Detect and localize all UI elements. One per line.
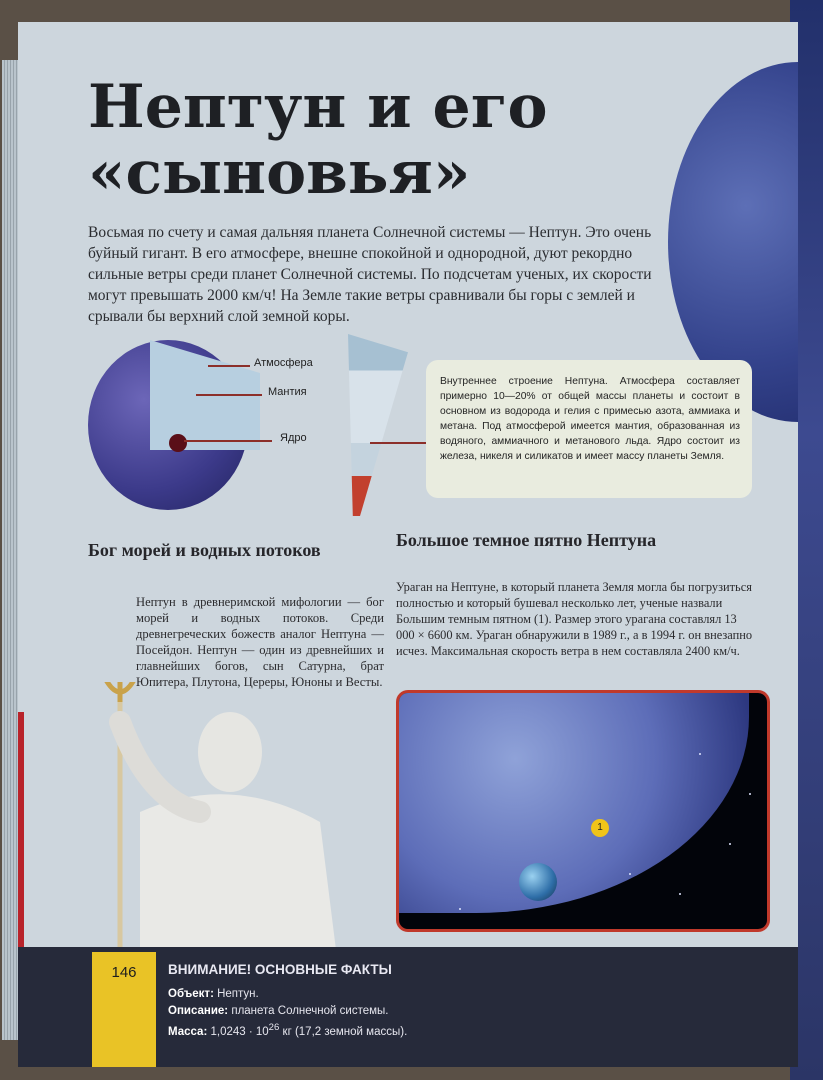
trident-head bbox=[102, 682, 138, 702]
star bbox=[679, 893, 681, 895]
fact-description bbox=[168, 1005, 388, 1017]
neptune-statue-image bbox=[80, 682, 380, 982]
wedge-leader bbox=[370, 442, 426, 444]
star bbox=[699, 753, 701, 755]
fact-mass bbox=[168, 1022, 407, 1038]
fact-mass-label: Масса: bbox=[168, 1025, 208, 1038]
facts-heading: ВНИМАНИЕ! ОСНОВНЫЕ ФАКТЫ bbox=[168, 962, 392, 977]
page-title bbox=[88, 74, 548, 206]
neptune-closeup bbox=[396, 690, 749, 913]
fact-object-value: Нептун. bbox=[217, 988, 259, 1000]
intro-paragraph: Восьмая по счету и самая дальняя планета Солнечной системы — Нептун. Это очень буйный гигант. В его атмосфере, внешне спокойной и однородной, дуют рекордно сильные ветры среди планет Солнечной системы. По подсчетам ученых, их скорости могут превышать 2000 км/ч! На Земле такие ветры сравнивали бы горы с землей и срывали бы верхний слой земной коры. bbox=[88, 224, 652, 325]
mantle-label: Мантия bbox=[268, 386, 307, 398]
atmosphere-label: Атмосфера bbox=[254, 357, 313, 369]
myth-heading: Бог морей и водных потоков bbox=[88, 540, 321, 560]
dark-spot-marker: 1 bbox=[591, 819, 609, 837]
core-leader bbox=[184, 440, 272, 442]
great-dark-spot-photo bbox=[396, 690, 770, 932]
statue-arm bbox=[120, 722, 200, 812]
atmosphere-leader bbox=[208, 365, 250, 367]
fact-object-label: Объект: bbox=[168, 988, 214, 1000]
fact-mass-value-suffix: кг (17,2 земной массы). bbox=[282, 1025, 408, 1038]
core-dot bbox=[169, 434, 187, 452]
core-label: Ядро bbox=[280, 432, 307, 444]
title-line-2: «сыновья» bbox=[88, 138, 471, 208]
star bbox=[749, 793, 751, 795]
spot-text: Ураган на Нептуне, в который планета Земля могла бы погрузиться полностью и который бушевал несколько лет, ученые назвали Большим темным пятном (1). Размер этого урагана составлял 13 000 × 6600 км. Ураган обнаружили в 1989 г., а в 1994 г. он внезапно исчез. Максимальная скорость ветра в нем составляла 2400 км/ч. bbox=[396, 580, 753, 658]
fact-object bbox=[168, 988, 259, 1000]
layer-wedge-diagram bbox=[348, 334, 408, 516]
mantle-leader bbox=[196, 394, 262, 396]
spot-heading: Большое темное пятно Нептуна bbox=[396, 530, 657, 550]
star bbox=[629, 873, 631, 875]
page-number: 146 bbox=[92, 952, 156, 1067]
book-page bbox=[18, 22, 798, 1067]
fact-description-value: планета Солнечной системы. bbox=[231, 1005, 389, 1017]
statue-head bbox=[198, 712, 262, 792]
fact-mass-exponent: 26 bbox=[268, 1022, 280, 1033]
star bbox=[729, 843, 731, 845]
myth-text: Нептун в древнеримской мифологии — бог морей и водных потоков. Среди древнегреческих божеств аналог Нептуна — Посейдон. Нептун — один из древнейших и главнейших богов, сын Сатурна, брат Юпитера, Плутона, Цереры, Юноны и Весты. bbox=[136, 595, 384, 689]
fact-mass-value-prefix: 1,0243 · 10 bbox=[210, 1025, 269, 1038]
fact-description-label: Описание: bbox=[168, 1005, 229, 1017]
title-line-1: Нептун и его bbox=[88, 72, 548, 142]
earth-scale-image bbox=[519, 863, 557, 901]
star bbox=[459, 908, 461, 910]
structure-info-text: Внутреннее строение Нептуна. Атмосфера составляет примерно 10—20% от общей массы планеты и состоит в основном из водорода и гелия с примесью азота, аммиака и метана. Под атмосферой имеется мантия, образованная из водяного, аммиачного и метанового льда. Ядро состоит из железа, никеля и силикатов и имеет массу планеты Земля. bbox=[440, 376, 740, 462]
